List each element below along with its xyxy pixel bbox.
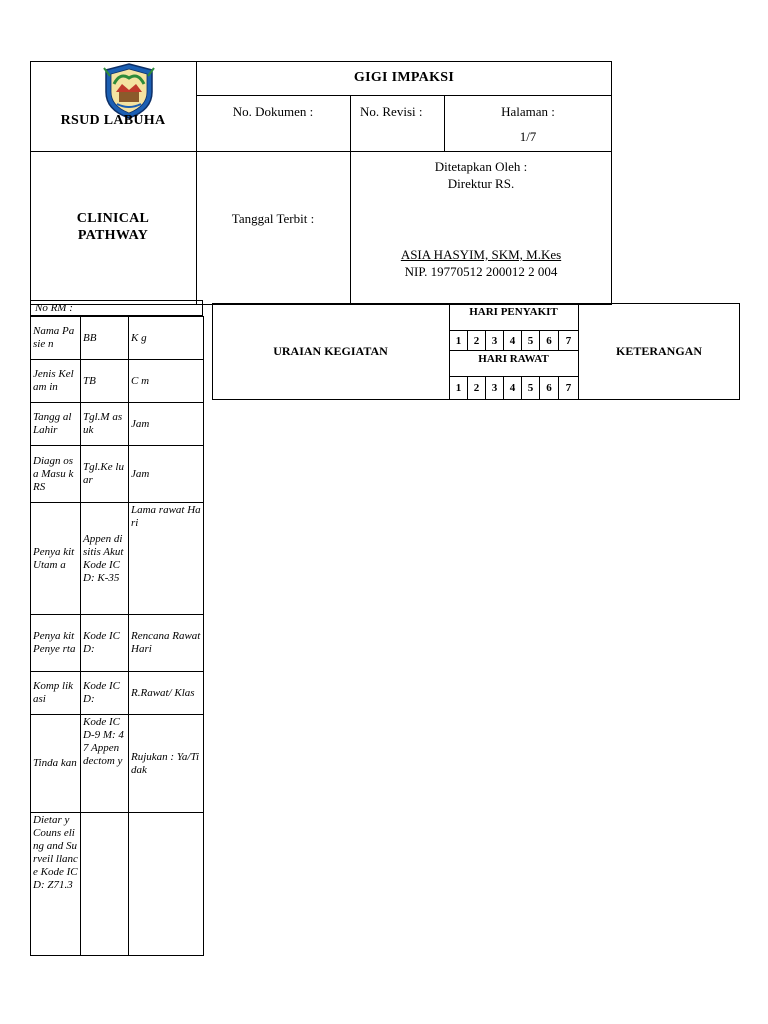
hari-rawat-day-1: 1 [449,376,468,400]
patient-info-cell [30,359,81,403]
patient-info-cell [128,614,204,672]
hari-penyakit-day-1: 1 [449,330,468,351]
patient-info-cell [80,402,129,446]
patient-info-cell [80,812,129,956]
patient-info-cell [128,445,204,503]
hari-penyakit-day-5: 5 [521,330,540,351]
no-rm-row [30,300,203,316]
director-name: ASIA HASYIM, SKM, M.Kes [400,247,562,262]
page-label: Halaman : [501,104,555,119]
no-rm-label: No RM : [35,302,73,314]
uraian-kegiatan-header: URAIAN KEGIATAN [273,344,388,358]
patient-info-text: Jam [131,417,150,430]
patient-info-cell [80,445,129,503]
patient-info-text: Tgl.Ke luar [83,461,124,486]
patient-info-cell [128,502,204,615]
patient-info-text: Tinda kan [33,757,77,769]
patient-info-text [81,813,128,815]
patient-info-text: Rencana Rawat Hari [131,630,201,655]
patient-info-cell [30,502,81,615]
patient-info-cell [80,316,129,360]
patient-info-cell [80,671,129,715]
hari-penyakit-day-7: 7 [558,330,579,351]
hari-rawat-day-5: 5 [521,376,540,400]
patient-info-cell [30,614,81,672]
patient-info-text: BB [83,331,97,344]
divider [196,61,197,305]
patient-info-text: Komp likasi [33,680,74,705]
hari-rawat-day-2: 2 [467,376,486,400]
patient-info-cell [80,359,129,403]
patient-info-text: Kode ICD: [83,630,120,655]
pathway-title-line1: CLINICAL [76,211,150,226]
patient-info-cell [30,445,81,503]
patient-info-text: Dietar y Couns eling and Surveil llance Kode ICD: Z71.3 [33,814,78,891]
hari-penyakit-day-2: 2 [467,330,486,351]
patient-info-cell [30,714,81,813]
patient-info-text: Tangg al Lahir [33,411,72,436]
patient-info-text: Penya kit Utam a [33,545,75,571]
hari-penyakit-day-3: 3 [485,330,504,351]
keterangan-header: KETERANGAN [615,344,702,358]
patient-info-text: Tgl.M asuk [83,411,123,436]
patient-info-text: Rujukan : Ya/Tidak [131,750,200,776]
hari-rawat-day-6: 6 [539,376,559,400]
hari-penyakit-header: HARI PENYAKIT [469,305,558,318]
patient-info-text: Appen disitis Akut Kode ICD: K-35 [83,532,124,584]
hari-rawat-day-3: 3 [485,376,504,400]
set-by-position: Direktur RS. [447,176,515,191]
hari-penyakit-day-6: 6 [539,330,559,351]
patient-info-cell [80,502,129,615]
patient-info-text [129,813,203,815]
patient-info-cell [80,714,129,813]
issue-date-label: Tanggal Terbit : [231,211,315,226]
patient-info-text: Lama rawat Hari [131,504,201,529]
patient-info-cell [30,402,81,446]
patient-info-text: Kode ICD-9 M: 47 Appen dectom y [83,716,124,767]
set-by-label: Ditetapkan Oleh : [434,159,528,174]
patient-info-cell [80,614,129,672]
patient-info-text: K g [131,331,147,344]
divider [30,151,612,152]
patient-info-cell [30,812,81,956]
patient-info-text: Jenis Kelam in [33,368,74,393]
patient-info-cell [30,316,81,360]
document-title: GIGI IMPAKSI [353,70,455,85]
patient-info-text: Jam [131,467,150,480]
hari-penyakit-day-4: 4 [503,330,522,351]
patient-info-text: Kode ICD: [83,680,120,705]
patient-info-cell [128,316,204,360]
patient-info-cell [128,714,204,813]
patient-info-cell [128,671,204,715]
patient-info-text: TB [83,374,96,387]
patient-info-text: Diagn osa Masu k RS [33,454,74,493]
divider [196,95,612,96]
patient-info-text: R.Rawat/ Klas [131,686,195,699]
patient-info-text: C m [131,374,150,387]
patient-info-cell [128,812,204,956]
patient-info-cell [128,359,204,403]
revision-label: No. Revisi : [360,104,423,119]
patient-info-text: Penya kit Penye rta [33,630,76,655]
hari-rawat-header: HARI RAWAT [478,352,549,365]
hari-rawat-day-4: 4 [503,376,522,400]
pathway-title-line2: PATHWAY [77,228,149,243]
patient-info-cell [30,671,81,715]
page-value: 1/7 [519,129,537,144]
hospital-name: RSUD LABUHA [60,113,166,128]
hari-rawat-day-7: 7 [558,376,579,400]
patient-info-text: Nama Pasie n [33,325,75,350]
director-nip: NIP. 19770512 200012 2 004 [404,264,558,279]
patient-info-cell [128,402,204,446]
doc-number-label: No. Dokumen : [232,104,314,119]
